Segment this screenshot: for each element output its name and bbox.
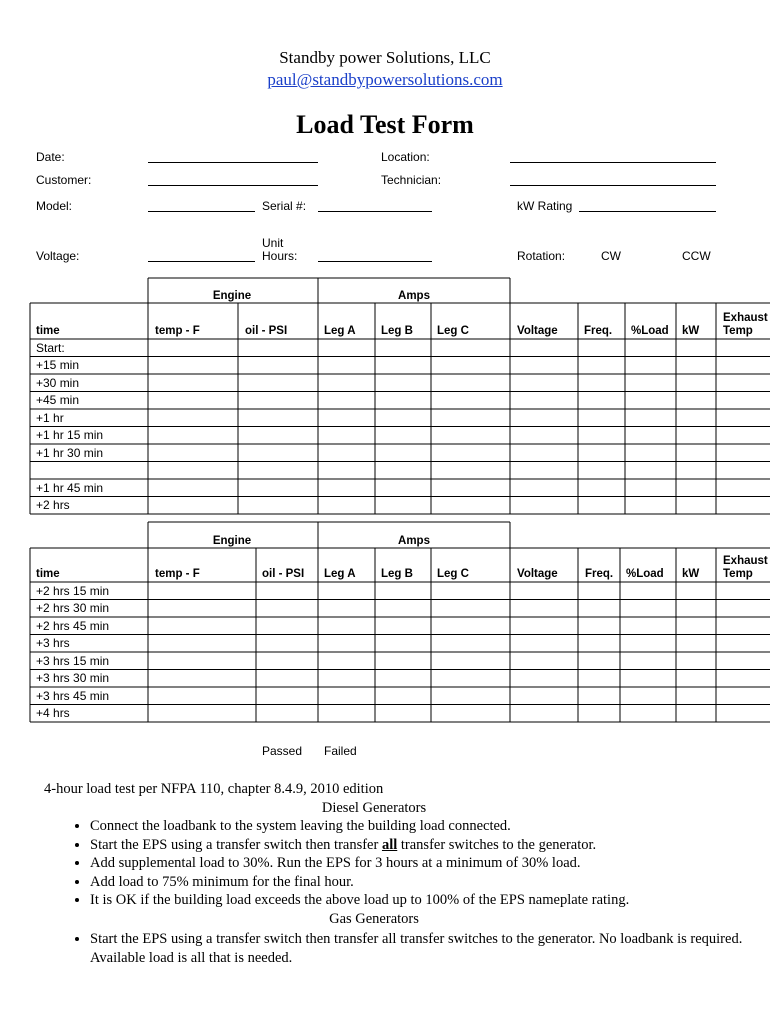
t2-temp-header: temp - F: [155, 568, 200, 580]
customer-label: Customer:: [36, 173, 92, 187]
location-label: Location:: [381, 150, 430, 164]
date-label: Date:: [36, 150, 65, 164]
t2-kw-header: kW: [682, 568, 700, 580]
t1-row-label: +45 min: [36, 393, 80, 407]
t1-oil-header: oil - PSI: [245, 325, 288, 337]
t1-kw-header: kW: [682, 325, 700, 337]
t1-exhaust-header: Exhaust: [723, 312, 768, 324]
diesel-step-3: • Add supplemental load to 30%. Run the EPS for 3 hours at a minimum of 30% load.: [90, 854, 744, 873]
diesel-step-4: • Add load to 75% minimum for the final hour.: [90, 873, 744, 892]
diesel-heading: Diesel Generators: [321, 799, 427, 816]
t1-row-label: +1 hr 15 min: [36, 428, 104, 442]
t1-row-label: +1 hr 30 min: [36, 446, 104, 460]
instructions: [44, 780, 744, 967]
company-name: Standby power Solutions, LLC: [279, 48, 491, 67]
t2-amps-header: Amps: [398, 535, 430, 547]
t1-voltage-header: Voltage: [517, 325, 558, 337]
t2-row-label: +2 hrs 45 min: [36, 619, 110, 633]
rotation-ccw[interactable]: CCW: [682, 249, 711, 263]
t2-voltage-header: Voltage: [517, 568, 558, 580]
unit-label: Unit: [262, 236, 284, 250]
rotation-label: Rotation:: [517, 249, 566, 263]
t1-engine-header: Engine: [212, 290, 252, 302]
model-label: Model:: [36, 199, 73, 213]
technician-label: Technician:: [381, 173, 442, 187]
hours-label: Hours:: [262, 249, 298, 263]
t1-leg-b-header: Leg B: [381, 325, 413, 337]
t2-load-header: %Load: [626, 568, 664, 580]
t2-row-label: +3 hrs: [36, 636, 70, 650]
t2-engine-header: Engine: [212, 535, 252, 547]
diesel-list: [44, 817, 744, 910]
diesel-step-2: • Start the EPS using a transfer switch then transfer all transfer switches to the generator.: [90, 836, 744, 855]
t1-load-header: %Load: [631, 325, 669, 337]
gas-step-1: • Start the EPS using a transfer switch then transfer all transfer switches to the generator. No loadbank is required. Available load is all that is needed.: [90, 930, 744, 967]
t2-leg-b-header: Leg B: [381, 568, 413, 580]
t2-oil-header: oil - PSI: [262, 568, 305, 580]
t1-leg-c-header: Leg C: [437, 325, 469, 337]
t1-row-label: +15 min: [36, 358, 80, 372]
t2-row-label: +3 hrs 45 min: [36, 689, 110, 703]
gas-list: [44, 930, 744, 967]
instructions-intro: 4-hour load test per NFPA 110, chapter 8.4.9, 2010 edition: [44, 781, 384, 797]
rotation-cw[interactable]: CW: [601, 249, 621, 263]
passed-option[interactable]: Passed: [262, 744, 303, 758]
gas-heading: Gas Generators: [329, 910, 419, 927]
page-title: Load Test Form: [296, 110, 474, 139]
t1-time-header: time: [36, 325, 60, 337]
t2-row-label: +4 hrs: [36, 706, 70, 720]
t1-row-label: +30 min: [36, 376, 80, 390]
emphasis-all: all: [381, 836, 398, 853]
load-log-table-1: [30, 278, 770, 514]
t2-row-label: +3 hrs 30 min: [36, 671, 110, 685]
t2-freq-header: Freq.: [585, 568, 614, 580]
t2-row-label: +3 hrs 15 min: [36, 654, 110, 668]
t1-freq-header: Freq.: [584, 325, 613, 337]
t1-row-label: Start:: [36, 341, 65, 355]
diesel-step-1: • Connect the loadbank to the system leaving the building load connected.: [90, 817, 744, 836]
t1-row-label: +2 hrs: [36, 498, 70, 512]
t2-leg-a-header: Leg A: [324, 568, 356, 580]
diesel-step-5: • It is OK if the building load exceeds the above load up to 100% of the EPS nameplate rating.: [90, 891, 744, 910]
t1-row-label: +1 hr 45 min: [36, 481, 104, 495]
email-link[interactable]: paul@standbypowersolutions.com: [267, 70, 503, 89]
t2-row-label: +2 hrs 15 min: [36, 584, 110, 598]
t2-row-label: +2 hrs 30 min: [36, 601, 110, 615]
serial-label: Serial #:: [262, 199, 307, 213]
t1-amps-header: Amps: [398, 290, 430, 302]
load-log-table-2: [30, 522, 770, 722]
t2-exhaust-temp-header: Temp: [723, 568, 753, 580]
failed-option[interactable]: Failed: [324, 744, 357, 758]
t2-leg-c-header: Leg C: [437, 568, 469, 580]
voltage-label: Voltage:: [36, 249, 80, 263]
kw-rating-label: kW Rating: [517, 199, 573, 213]
t1-row-label: +1 hr: [36, 411, 64, 425]
t1-exhaust-temp-header: Temp: [723, 325, 753, 337]
t1-temp-header: temp - F: [155, 325, 200, 337]
t2-time-header: time: [36, 568, 60, 580]
t1-leg-a-header: Leg A: [324, 325, 356, 337]
t2-exhaust-header: Exhaust: [723, 555, 768, 567]
